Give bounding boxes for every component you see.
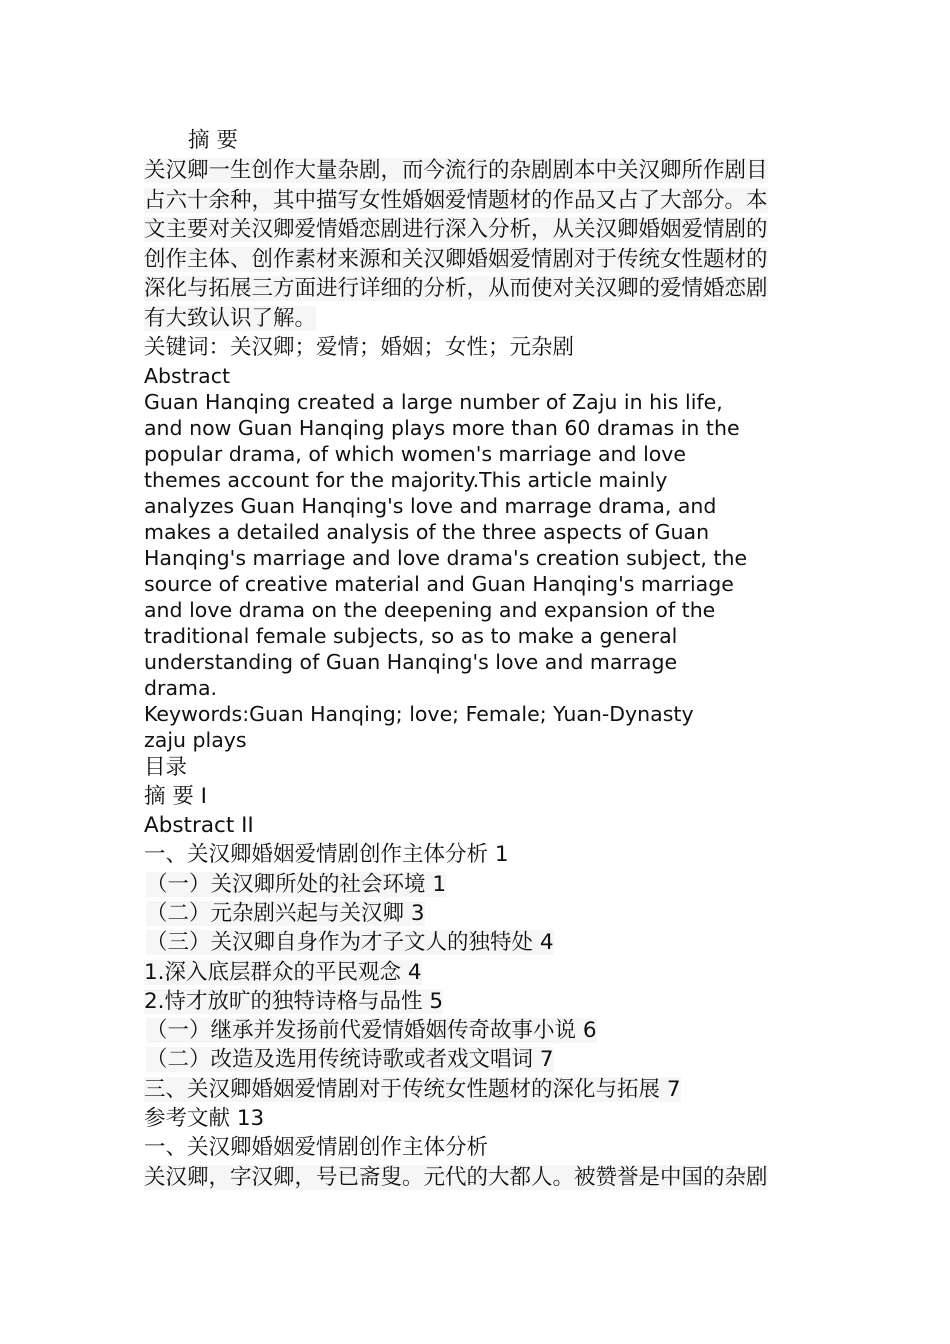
en-abstract-line: source of creative material and Guan Hanqing's marriage [144, 571, 734, 596]
toc-entry-text[interactable]: 1.深入底层群众的平民观念 4 [144, 959, 422, 985]
body-paragraph-line-text: 关汉卿，字汉卿，号已斋叟。元代的大都人。被赞誉是中国的杂剧 [144, 1164, 768, 1190]
cn-abstract-line [144, 186, 810, 216]
cn-abstract-line-text: 占六十余种，其中描写女性婚姻爱情题材的作品又占了大部分。本 [144, 187, 768, 213]
toc-entry [144, 987, 810, 1016]
toc-entry-text[interactable]: （二）元杂剧兴起与关汉卿 3 [146, 900, 425, 926]
toc-entry[interactable]: 参考文献 13 [144, 1106, 265, 1132]
document-page [144, 126, 810, 1192]
cn-abstract-body [144, 156, 810, 333]
en-keywords-line: zaju plays [144, 727, 247, 752]
en-abstract-line: analyzes Guan Hanqing's love and marrage drama, and [144, 493, 717, 518]
en-abstract-title: Abstract [144, 363, 231, 388]
en-abstract-line: Guan Hanqing created a large number of Zaju in his life, [144, 389, 723, 414]
toc-entry-text[interactable]: （三）关汉卿自身作为才子文人的独特处 4 [146, 930, 554, 956]
en-abstract-line: Hanqing's marriage and love drama's creation subject, the [144, 545, 748, 570]
cn-abstract-line-text: 深化与拓展三方面进行详细的分析，从而使对关汉卿的爱情婚恋剧 [144, 276, 768, 301]
toc-entry [144, 958, 810, 987]
toc-entry [144, 899, 810, 928]
toc-entry [144, 1016, 810, 1045]
en-abstract-line: makes a detailed analysis of the three aspects of Guan [144, 519, 710, 544]
toc-entry-text[interactable]: （二）改造及选用传统诗歌或者戏文唱词 7 [146, 1047, 554, 1073]
en-abstract-line: themes account for the majority.This article mainly [144, 467, 668, 492]
body-section [144, 1133, 810, 1192]
en-abstract-body [144, 389, 810, 701]
en-abstract-line: traditional female subjects, so as to make a general [144, 623, 678, 648]
toc-entry-text[interactable]: （一）继承并发扬前代爱情婚姻传奇故事小说 6 [146, 1018, 597, 1044]
toc-entry [144, 928, 810, 957]
cn-abstract-line-text: 关汉卿一生创作大量杂剧，而今流行的杂剧剧本中关汉卿所作剧目 [144, 158, 768, 183]
en-abstract-line: and love drama on the deepening and expansion of the [144, 597, 716, 622]
cn-abstract-line [144, 156, 810, 186]
toc-entry-text[interactable]: 2.恃才放旷的独特诗格与品性 5 [144, 988, 444, 1014]
en-abstract-line: and now Guan Hanqing plays more than 60 dramas in the [144, 415, 740, 440]
en-abstract-line: understanding of Guan Hanqing's love and marrage [144, 649, 678, 674]
toc-entry-text[interactable]: （一）关汉卿所处的社会环境 1 [146, 871, 447, 897]
toc-entry [144, 1045, 810, 1074]
cn-abstract-title: 摘 要 [188, 128, 238, 153]
table-of-contents [144, 753, 810, 1134]
toc-title: 目录 [144, 754, 188, 780]
toc-entry-text[interactable]: 三、关汉卿婚姻爱情剧对于传统女性题材的深化与拓展 7 [144, 1076, 681, 1102]
cn-abstract-line-text: 文主要对关汉卿爱情婚恋剧进行深入分析，从关汉卿婚姻爱情剧的 [144, 217, 768, 242]
toc-entry[interactable]: 摘 要 I [144, 783, 208, 809]
cn-abstract-line [144, 274, 810, 304]
toc-entry[interactable]: 一、关汉卿婚姻爱情剧创作主体分析 1 [144, 842, 509, 868]
en-keywords [144, 701, 810, 753]
body-paragraph-line [144, 1163, 810, 1193]
toc-entry[interactable]: Abstract II [144, 813, 254, 839]
section-heading: 一、关汉卿婚姻爱情剧创作主体分析 [144, 1135, 489, 1161]
cn-abstract-line [144, 245, 810, 275]
cn-abstract-line [144, 215, 810, 245]
cn-abstract-line-text: 创作主体、创作素材来源和关汉卿婚姻爱情剧对于传统女性题材的 [144, 246, 768, 272]
toc-entry [144, 870, 810, 899]
cn-abstract-line-text: 有大致认识了解。 [144, 305, 317, 331]
cn-abstract-line [144, 304, 810, 334]
en-keywords-line: Keywords:Guan Hanqing; love; Female; Yuan-Dynasty [144, 701, 694, 726]
toc-entry [144, 1075, 810, 1104]
en-abstract-line: drama. [144, 675, 218, 700]
cn-keywords: 关键词：关汉卿；爱情；婚姻；女性；元杂剧 [144, 335, 575, 360]
en-abstract-line: popular drama, of which women's marriage and love [144, 441, 687, 466]
